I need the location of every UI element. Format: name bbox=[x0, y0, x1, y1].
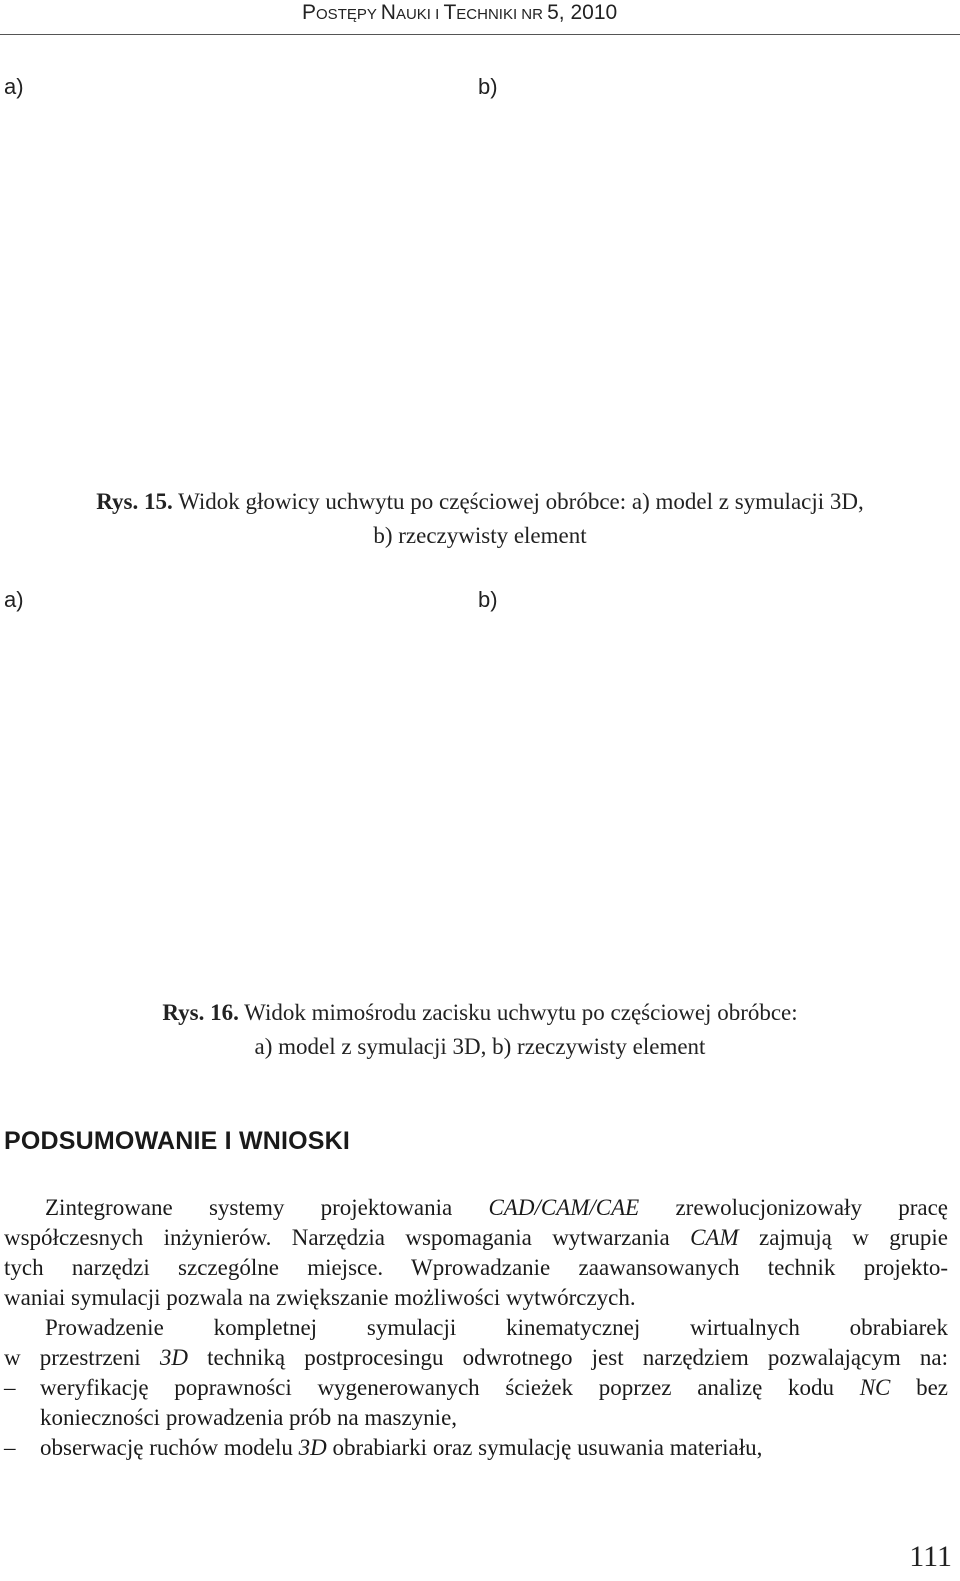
para1-line4: waniai symulacji pozwala na zwiększanie możliwości wytwórczych. bbox=[4, 1285, 636, 1310]
fig15-image-a bbox=[30, 110, 460, 470]
fig16-image-b bbox=[505, 625, 945, 985]
bullet-item-1-cont: konieczności prowadzenia prób na maszynie, bbox=[40, 1405, 458, 1430]
body-text bbox=[4, 1193, 948, 1463]
fig16-label-a: a) bbox=[4, 587, 24, 612]
para2-line1: Prowadzenie kompletnej symulacji kinematycznej wirtualnych obrabiarek bbox=[45, 1315, 948, 1340]
para2-line2: w przestrzeni 3D techniką postprocesingu odwrotnego jest narzędziem pozwalającym na: bbox=[4, 1345, 948, 1370]
journal-title: POSTĘPY NAUKI I TECHNIKI NR 5, 2010 bbox=[302, 1, 618, 24]
page-number: 111 bbox=[909, 1540, 952, 1573]
fig16-image-a bbox=[30, 625, 460, 985]
running-header bbox=[0, 0, 960, 35]
para1-line3: tych narzędzi szczególne miejsce. Wprowadzanie zaawansowanych technik projekto- bbox=[4, 1255, 948, 1280]
fig15-caption: Rys. 15. Widok głowicy uchwytu po częściowej obróbce: a) model z symulacji 3D, b) rzeczywisty element bbox=[96, 489, 864, 548]
fig15-label-b: b) bbox=[478, 74, 498, 99]
bullet-item-1: – weryfikację poprawności wygenerowanych ścieżek poprzez analizę kodu NC bez bbox=[4, 1375, 948, 1400]
section-heading: PODSUMOWANIE I WNIOSKI bbox=[4, 1127, 351, 1155]
fig15-caption-number: Rys. 15. bbox=[96, 489, 173, 514]
fig16-caption: Rys. 16. Widok mimośrodu zacisku uchwytu po częściowej obróbce: a) model z symulacji 3D, b) rzeczywisty element bbox=[162, 1000, 798, 1059]
fig15-image-b bbox=[505, 110, 945, 470]
fig16-label-b: b) bbox=[478, 587, 498, 612]
fig16-caption-number: Rys. 16. bbox=[162, 1000, 239, 1025]
fig15-label-a: a) bbox=[4, 74, 24, 99]
para1-line1: Zintegrowane systemy projektowania CAD/CAM/CAE zrewolucjonizowały pracę bbox=[45, 1195, 948, 1220]
bullet-item-2: – obserwację ruchów modelu 3D obrabiarki oraz symulację usuwania materiału, bbox=[4, 1435, 763, 1460]
para1-line2: współczesnych inżynierów. Narzędzia wspomagania wytwarzania CAM zajmują w grupie bbox=[4, 1225, 948, 1250]
